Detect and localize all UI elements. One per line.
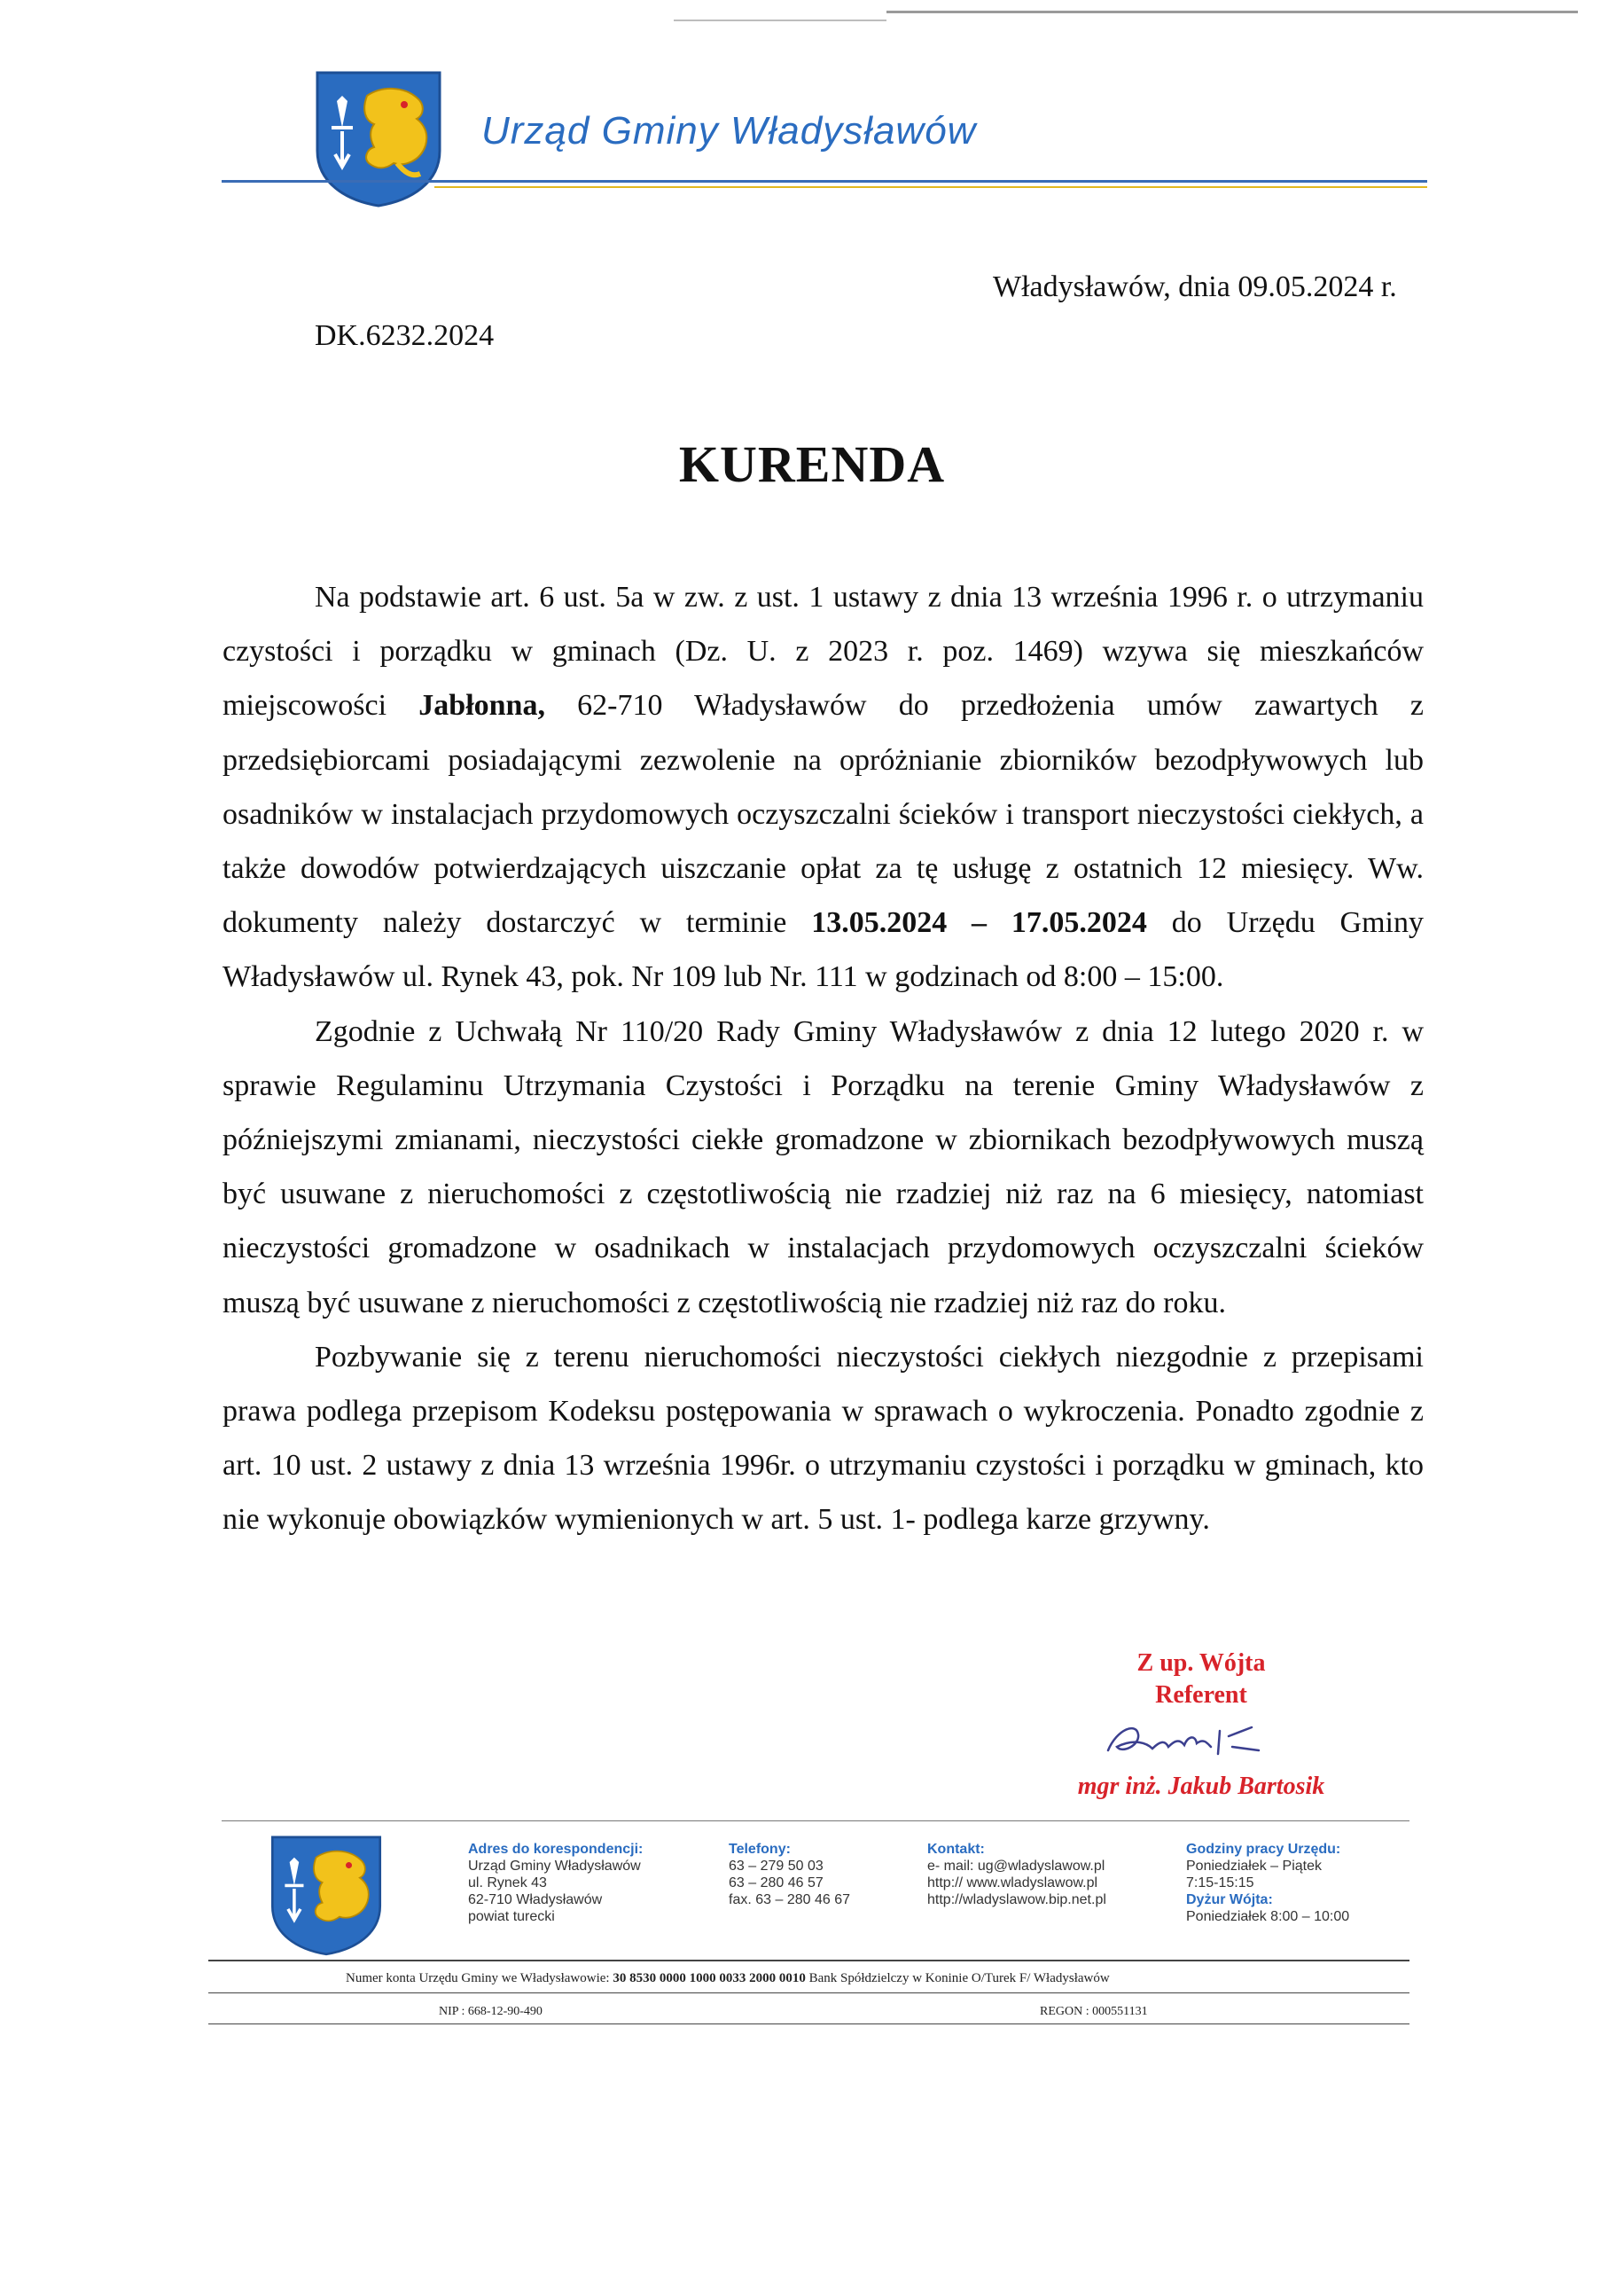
bank-account-label: Numer konta Urzędu Gminy we Władysławowie: [346, 1971, 613, 1985]
paragraph-summons [223, 570, 1424, 1005]
footer-address-line: ul. Rynek 43 [468, 1875, 547, 1890]
bank-account-line [346, 1971, 1110, 1986]
footer-hours [1186, 1841, 1349, 1925]
signature-block [1055, 1648, 1347, 1803]
paragraph-text: 62-710 Władysławów do przedłożenia umów zawartych z przedsiębiorcami posiadającymi zezwolenie na opróżnianie zbiorników bezodpływowych lub osadników w instalacjach przydomowych oczyszczalni ścieków i transport nieczystości ciekłych, a także dowodów potwierdzających uiszczanie opłat za tę usługę z ostatnich 12 miesięcy. Ww. dokumenty należy dostarczyć w terminie [223, 689, 1424, 940]
footer-phone-line: 63 – 279 50 03 [729, 1859, 824, 1874]
footer-address-line: 62-710 Władysławów [468, 1892, 603, 1907]
signature-role: Referent [1155, 1681, 1247, 1709]
footer-duty-time: Poniedziałek 8:00 – 10:00 [1186, 1909, 1350, 1924]
footer-bip-website: http://wladyslawow.bip.net.pl [927, 1892, 1106, 1907]
footer-contact-heading: Kontakt: [927, 1842, 985, 1857]
footer-address-line: powiat turecki [468, 1909, 555, 1924]
footer-top-rule [222, 1820, 1409, 1821]
office-name: Urząd Gminy Władysławów [481, 109, 977, 153]
footer-phones [729, 1841, 850, 1908]
footer-hours-heading: Godziny pracy Urzędu: [1186, 1842, 1341, 1857]
footer-rule [208, 2023, 1409, 2024]
footer-hours-time: 7:15-15:15 [1186, 1875, 1254, 1890]
footer-address-line: Urząd Gminy Władysławów [468, 1859, 641, 1874]
paragraph-text: do Urzędu Gminy Władysławów ul. Rynek 43, pok. Nr 109 lub Nr. 111 w godzinach od 8:00 – 15:00. [223, 906, 1424, 994]
letter-body [223, 570, 1424, 1547]
footer-address [468, 1841, 643, 1925]
footer-phones-heading: Telefony: [729, 1842, 791, 1857]
paragraph-regulation: Zgodnie z Uchwałą Nr 110/20 Rady Gminy Władysławów z dnia 12 lutego 2020 r. w sprawie Regulaminu Utrzymania Czystości i Porządku na terenie Gminy Władysławów z późniejszymi zmianami, nieczystości ciekłe gromadzone w zbiornikach bezodpływowych muszą być usuwane z nieruchomości z częstotliwością nie rzadziej niż raz na 6 miesięcy, natomiast nieczystości gromadzone w osadnikach w instalacjach przydomowych oczyszczalni ścieków muszą być usuwane z nieruchomości z częstotliwością nie rzadziej niż raz do roku. [223, 1014, 1424, 1319]
paragraph-penalty: Pozbywanie się z terenu nieruchomości nieczystości ciekłych niezgodnie z przepisami prawa podlega przepisom Kodeksu postępowania w sprawach o wykroczenia. Ponadto zgodnie z art. 10 ust. 2 ustawy z dnia 13 września 1996r. o utrzymaniu czystości i porządku w gminach, kto nie wykonuje obowiązków wymienionych w art. 5 ust. 1- podlega karze grzywny. [223, 1340, 1424, 1537]
footer-rule [208, 1992, 1409, 1993]
footer-contact [927, 1841, 1106, 1908]
scan-artifact-line [886, 11, 1578, 13]
regon-number: REGON : 000551131 [1040, 2005, 1148, 2018]
place-and-date: Władysławów, dnia 09.05.2024 r. [993, 270, 1397, 303]
header-rule-blue [222, 180, 1427, 183]
bank-account-number: 30 8530 0000 1000 0033 2000 0010 [613, 1971, 806, 1985]
footer-phone-line: 63 – 280 46 57 [729, 1875, 824, 1890]
coat-of-arms-lion-icon [312, 69, 445, 207]
nip-number: NIP : 668-12-90-490 [439, 2005, 543, 2018]
footer-duty-heading: Dyżur Wójta: [1186, 1892, 1273, 1907]
bank-name: Bank Spółdzielczy w Koninie O/Turek F/ Władysławów [805, 1971, 1110, 1985]
footer-hours-days: Poniedziałek – Piątek [1186, 1859, 1322, 1874]
signature-authority: Z up. Wójta [1136, 1649, 1266, 1677]
document-title: KURENDA [678, 435, 946, 493]
header-rule-yellow [434, 186, 1427, 188]
footer-website: http:// www.wladyslawow.pl [927, 1875, 1098, 1890]
footer-phone-line: fax. 63 – 280 46 67 [729, 1892, 850, 1907]
scan-artifact-line [674, 20, 886, 21]
signatory-name: mgr inż. Jakub Bartosik [1077, 1773, 1325, 1800]
deadline-dates: 13.05.2024 – 17.05.2024 [811, 906, 1147, 940]
handwritten-signature-icon [1055, 1711, 1347, 1766]
footer-address-heading: Adres do korespondencji: [468, 1842, 644, 1857]
footer-rule [208, 1960, 1409, 1961]
footer-email: e- mail: ug@wladyslawow.pl [927, 1859, 1105, 1874]
reference-number: DK.6232.2024 [315, 319, 495, 352]
paragraph-text: Na podstawie art. 6 ust. 5a w zw. z ust. 1 ustawy z dnia 13 września 1996 r. o utrzymaniu czystości i porządku w gminach (Dz. U. z 2023 r. poz. 1469) wzywa się mieszkańców miejscowości [223, 581, 1424, 723]
footer-coat-of-arms-icon [268, 1832, 385, 1958]
village-name: Jabłonna, [418, 689, 545, 723]
